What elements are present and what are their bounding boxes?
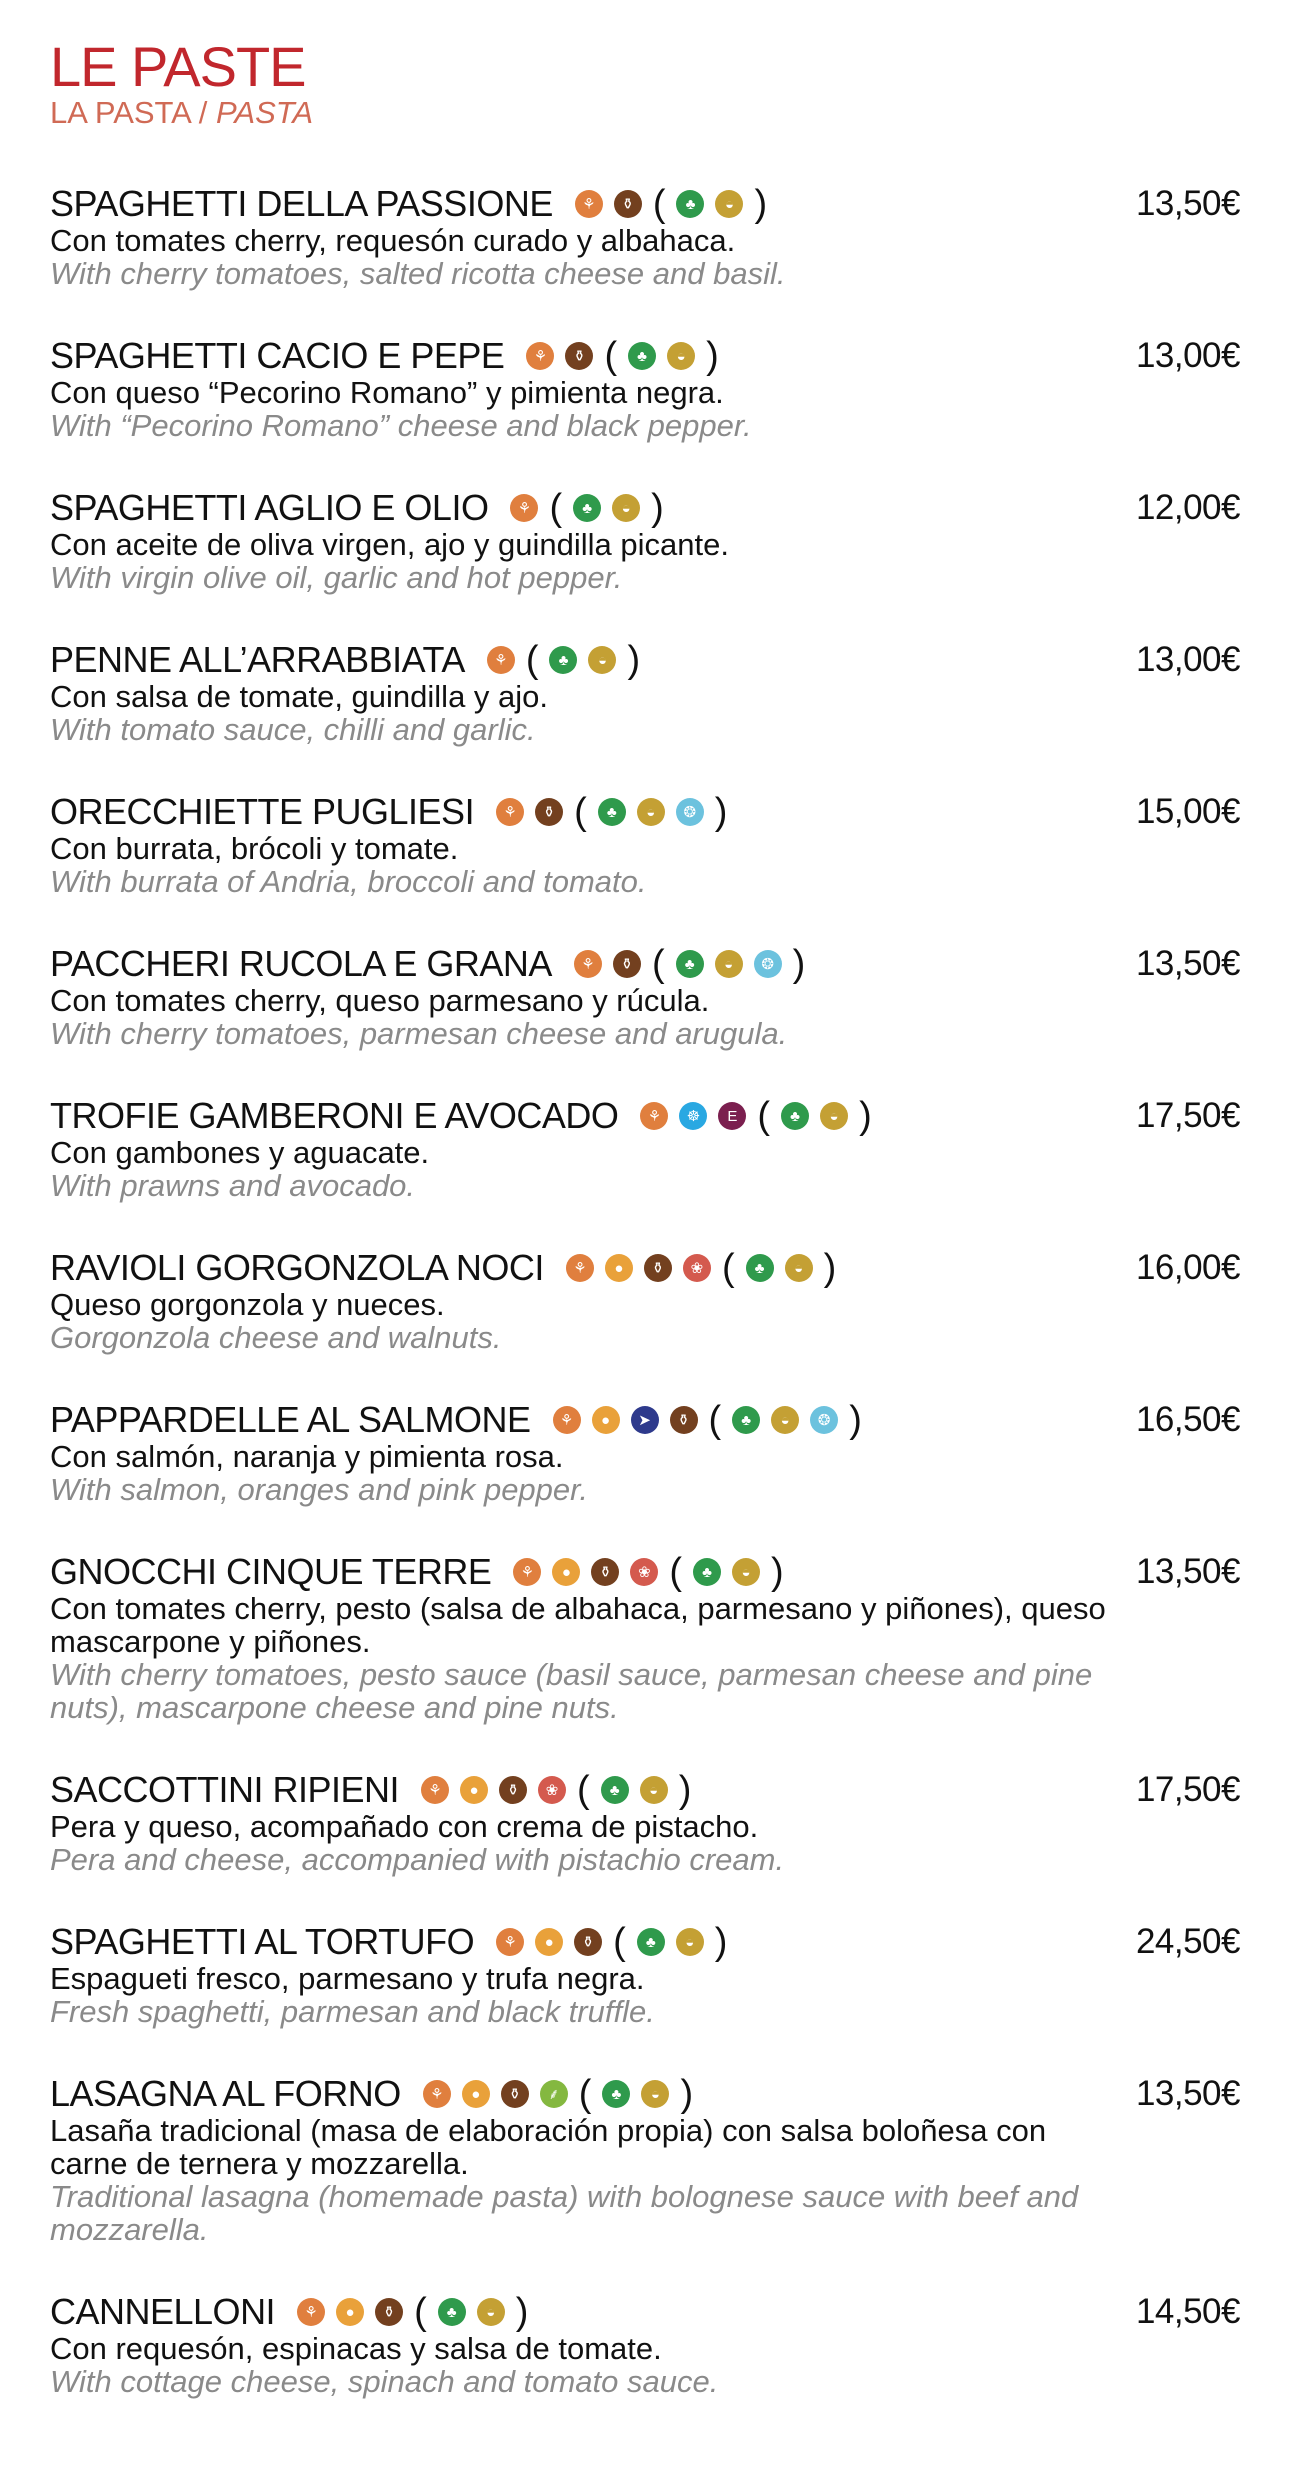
traces-open-paren: ( (652, 183, 666, 225)
allergen-icons (575, 184, 767, 224)
egg-allergen-icon: ● (336, 2298, 364, 2326)
traces-close-paren: ) (678, 1769, 692, 1811)
traces-open-paren: ( (549, 487, 563, 529)
menu-item-description-es: Lasaña tradicional (masa de elaboración propia) con salsa boloñesa con carne de ternera y mozzarella. (50, 2113, 1047, 2181)
gluten-allergen-icon: ⚘ (487, 646, 515, 674)
allergen-icons (553, 1400, 862, 1440)
menu-item-description-en: With prawns and avocado. (50, 1168, 416, 1203)
milk-allergen-icon: ⚱ (613, 950, 641, 978)
menu-item-description-es: Con queso “Pecorino Romano” y pimienta negra. (50, 375, 724, 410)
menu-item-header (50, 488, 1250, 528)
soy-allergen-icon: ♣ (676, 190, 704, 218)
menu-item-name: SACCOTTINI RIPIENI (50, 1769, 400, 1810)
menu-item-description-es: Queso gorgonzola y nueces. (50, 1287, 445, 1322)
celery-allergen-icon: ⸙ (540, 2080, 568, 2108)
traces-close-paren: ) (823, 1247, 837, 1289)
menu-item (50, 792, 1250, 898)
soy-allergen-icon: ♣ (573, 494, 601, 522)
gluten-allergen-icon: ⚘ (496, 798, 524, 826)
gluten-allergen-icon: ⚘ (510, 494, 538, 522)
menu-item-description-en: Gorgonzola cheese and walnuts. (50, 1320, 502, 1355)
traces-open-paren: ( (669, 1551, 683, 1593)
menu-item-description-es: Con salmón, naranja y pimienta rosa. (50, 1439, 564, 1474)
milk-allergen-icon: ⚱ (375, 2298, 403, 2326)
menu-item-header (50, 944, 1250, 984)
soy-allergen-icon: ♣ (637, 1928, 665, 1956)
allergen-icons (496, 792, 727, 832)
traces-open-paren: ( (574, 791, 587, 833)
traces-close-paren: ) (627, 639, 641, 681)
mustard-allergen-icon: ◒ (676, 1928, 704, 1956)
nuts-allergen-icon: ❀ (630, 1558, 658, 1586)
menu-item-description-es: Espagueti fresco, parmesano y trufa negra. (50, 1961, 645, 1996)
traces-open-paren: ( (757, 1095, 771, 1137)
menu-item-price: 24,50€ (1135, 1922, 1240, 1961)
gluten-allergen-icon: ⚘ (423, 2080, 451, 2108)
allergen-icons (487, 640, 640, 680)
menu-item-description-en: With “Pecorino Romano” cheese and black pepper. (50, 408, 752, 443)
menu-item-header (50, 792, 1250, 832)
egg-allergen-icon: ● (552, 1558, 580, 1586)
soy-allergen-icon: ♣ (781, 1102, 809, 1130)
mustard-allergen-icon: ◒ (477, 2298, 505, 2326)
menu-item-name: SPAGHETTI AL TORTUFO (50, 1921, 475, 1962)
sulphites-allergen-icon: E (718, 1102, 746, 1130)
menu-item-description-es: Con requesón, espinacas y salsa de tomate. (50, 2331, 662, 2366)
menu-item-price: 13,00€ (1135, 640, 1240, 679)
menu-item-name: SPAGHETTI CACIO E PEPE (50, 335, 505, 376)
menu-item-name: PACCHERI RUCOLA E GRANA (50, 943, 552, 984)
molluscs-allergen-icon: ❂ (676, 798, 704, 826)
menu-item-description-en: With cottage cheese, spinach and tomato sauce. (50, 2364, 719, 2399)
gluten-allergen-icon: ⚘ (640, 1102, 668, 1130)
soy-allergen-icon: ♣ (732, 1406, 760, 1434)
mustard-allergen-icon: ◒ (588, 646, 616, 674)
traces-close-paren: ) (771, 1551, 784, 1593)
allergen-icons (423, 2074, 693, 2114)
menu-item-description-es: Con tomates cherry, requesón curado y albahaca. (50, 223, 736, 258)
traces-open-paren: ( (525, 639, 539, 681)
mustard-allergen-icon: ◒ (715, 190, 743, 218)
milk-allergen-icon: ⚱ (499, 1776, 527, 1804)
milk-allergen-icon: ⚱ (565, 342, 593, 370)
gluten-allergen-icon: ⚘ (421, 1776, 449, 1804)
menu-item-description-en: With cherry tomatoes, pesto sauce (basil sauce, parmesan cheese and pine nuts), mascarpone cheese and pine nuts. (50, 1657, 1093, 1725)
traces-open-paren: ( (577, 1769, 590, 1811)
mustard-allergen-icon: ◒ (641, 2080, 669, 2108)
traces-open-paren: ( (721, 1247, 735, 1289)
crustacean-allergen-icon: ☸ (679, 1102, 707, 1130)
mustard-allergen-icon: ◒ (732, 1558, 760, 1586)
menu-item-header (50, 640, 1250, 680)
milk-allergen-icon: ⚱ (591, 1558, 619, 1586)
mustard-allergen-icon: ◒ (640, 1776, 668, 1804)
menu-item-description-es: Con salsa de tomate, guindilla y ajo. (50, 679, 549, 714)
menu-item-description-en: With salmon, oranges and pink pepper. (50, 1472, 588, 1507)
menu-item (50, 2074, 1250, 2246)
gluten-allergen-icon: ⚘ (297, 2298, 325, 2326)
egg-allergen-icon: ● (460, 1776, 488, 1804)
menu-item (50, 1552, 1250, 1724)
traces-close-paren: ) (792, 943, 806, 985)
menu-item-price: 17,50€ (1135, 1096, 1240, 1135)
menu-item-description-es: Con tomates cherry, queso parmesano y rúcula. (50, 983, 710, 1018)
subtitle-es: LA PASTA / (50, 95, 208, 130)
soy-allergen-icon: ♣ (601, 1776, 629, 1804)
menu-item-description-en: Fresh spaghetti, parmesan and black truffle. (50, 1994, 655, 2029)
traces-close-paren: ) (714, 1921, 728, 1963)
menu-item-header (50, 1096, 1250, 1136)
mustard-allergen-icon: ◒ (715, 950, 743, 978)
menu-item-description-es: Con tomates cherry, pesto (salsa de albahaca, parmesano y piñones), queso mascarpone y piñones. (50, 1591, 1106, 1659)
mustard-allergen-icon: ◒ (612, 494, 640, 522)
menu-item (50, 1400, 1250, 1506)
menu-item (50, 336, 1250, 442)
menu-item-price: 17,50€ (1135, 1770, 1240, 1809)
traces-close-paren: ) (651, 487, 664, 529)
menu-item-description-en: Pera and cheese, accompanied with pistachio cream. (50, 1842, 785, 1877)
menu-item-header (50, 184, 1250, 224)
egg-allergen-icon: ● (535, 1928, 563, 1956)
traces-close-paren: ) (680, 2073, 694, 2115)
menu-item (50, 640, 1250, 746)
menu-item-price: 16,00€ (1135, 1248, 1240, 1287)
allergen-icons (574, 944, 805, 984)
egg-allergen-icon: ● (605, 1254, 633, 1282)
egg-allergen-icon: ● (592, 1406, 620, 1434)
menu-item-price: 13,50€ (1135, 1552, 1240, 1591)
allergen-icons (566, 1248, 836, 1288)
soy-allergen-icon: ♣ (549, 646, 577, 674)
menu-item (50, 944, 1250, 1050)
menu-item-header (50, 1770, 1250, 1810)
gluten-allergen-icon: ⚘ (566, 1254, 594, 1282)
menu-item-description-en: With cherry tomatoes, salted ricotta cheese and basil. (50, 256, 786, 291)
traces-open-paren: ( (613, 1921, 626, 1963)
allergen-icons (421, 1770, 691, 1810)
menu-item-description-en: With cherry tomatoes, parmesan cheese and arugula. (50, 1016, 788, 1051)
menu-item (50, 488, 1250, 594)
menu-item-price: 14,50€ (1135, 2292, 1240, 2331)
traces-open-paren: ( (651, 943, 665, 985)
allergen-icons (640, 1096, 871, 1136)
menu-item (50, 184, 1250, 290)
mustard-allergen-icon: ◒ (637, 798, 665, 826)
menu-item-description-en: With burrata of Andria, broccoli and tomato. (50, 864, 647, 899)
milk-allergen-icon: ⚱ (574, 1928, 602, 1956)
menu-item-description-es: Con gambones y aguacate. (50, 1135, 430, 1170)
milk-allergen-icon: ⚱ (535, 798, 563, 826)
molluscs-allergen-icon: ❂ (754, 950, 782, 978)
menu-item-name: CANNELLONI (50, 2291, 276, 2332)
menu-item-name: PAPPARDELLE AL SALMONE (50, 1399, 531, 1440)
milk-allergen-icon: ⚱ (501, 2080, 529, 2108)
nuts-allergen-icon: ❀ (683, 1254, 711, 1282)
menu-item-price: 13,50€ (1135, 2074, 1240, 2113)
menu-item-name: SPAGHETTI AGLIO E OLIO (50, 487, 489, 528)
menu-item-list (50, 184, 1250, 2444)
mustard-allergen-icon: ◒ (820, 1102, 848, 1130)
allergen-icons (297, 2292, 528, 2332)
menu-item-name: RAVIOLI GORGONZOLA NOCI (50, 1247, 544, 1288)
menu-section-header (50, 35, 314, 130)
subtitle-en: PASTA (216, 95, 314, 130)
molluscs-allergen-icon: ❂ (810, 1406, 838, 1434)
menu-item-price: 15,00€ (1135, 792, 1240, 831)
menu-item-header (50, 336, 1250, 376)
soy-allergen-icon: ♣ (598, 798, 626, 826)
gluten-allergen-icon: ⚘ (526, 342, 554, 370)
menu-item-description-es: Pera y queso, acompañado con crema de pistacho. (50, 1809, 759, 1844)
soy-allergen-icon: ♣ (693, 1558, 721, 1586)
mustard-allergen-icon: ◒ (667, 342, 695, 370)
section-title: LE PASTE (50, 35, 306, 98)
soy-allergen-icon: ♣ (628, 342, 656, 370)
menu-item-description-en: With tomato sauce, chilli and garlic. (50, 712, 536, 747)
allergen-icons (513, 1552, 783, 1592)
traces-open-paren: ( (604, 335, 618, 377)
menu-item-name: GNOCCHI CINQUE TERRE (50, 1551, 492, 1592)
menu-item (50, 1248, 1250, 1354)
traces-close-paren: ) (754, 183, 768, 225)
section-subtitle (50, 96, 313, 130)
menu-item-description-es: Con burrata, brócoli y tomate. (50, 831, 459, 866)
allergen-icons (526, 336, 718, 376)
traces-close-paren: ) (859, 1095, 872, 1137)
allergen-icons (510, 488, 663, 528)
menu-item (50, 1922, 1250, 2028)
menu-item-header (50, 1248, 1250, 1288)
menu-item-price: 13,50€ (1135, 944, 1240, 983)
milk-allergen-icon: ⚱ (644, 1254, 672, 1282)
menu-item-name: ORECCHIETTE PUGLIESI (50, 791, 475, 832)
menu-item-name: TROFIE GAMBERONI E AVOCADO (50, 1095, 619, 1136)
soy-allergen-icon: ♣ (438, 2298, 466, 2326)
menu-item-header (50, 2292, 1250, 2332)
traces-open-paren: ( (414, 2291, 427, 2333)
menu-item-price: 16,50€ (1135, 1400, 1240, 1439)
menu-item-description-es: Con aceite de oliva virgen, ajo y guindilla picante. (50, 527, 729, 562)
traces-open-paren: ( (578, 2073, 592, 2115)
menu-item-name: SPAGHETTI DELLA PASSIONE (50, 183, 553, 224)
mustard-allergen-icon: ◒ (771, 1406, 799, 1434)
menu-item-description-en: Traditional lasagna (homemade pasta) with bolognese sauce with beef and mozzarella. (50, 2179, 1079, 2247)
gluten-allergen-icon: ⚘ (575, 190, 603, 218)
menu-item-price: 13,50€ (1135, 184, 1240, 223)
milk-allergen-icon: ⚱ (670, 1406, 698, 1434)
traces-close-paren: ) (706, 335, 719, 377)
gluten-allergen-icon: ⚘ (513, 1558, 541, 1586)
menu-item-header (50, 2074, 1250, 2114)
egg-allergen-icon: ● (462, 2080, 490, 2108)
soy-allergen-icon: ♣ (676, 950, 704, 978)
traces-close-paren: ) (714, 791, 728, 833)
menu-item (50, 2292, 1250, 2398)
traces-open-paren: ( (708, 1399, 722, 1441)
menu-item-price: 12,00€ (1135, 488, 1240, 527)
menu-item-header (50, 1400, 1250, 1440)
gluten-allergen-icon: ⚘ (496, 1928, 524, 1956)
traces-close-paren: ) (515, 2291, 529, 2333)
menu-item-header (50, 1922, 1250, 1962)
nuts-allergen-icon: ❀ (538, 1776, 566, 1804)
soy-allergen-icon: ♣ (602, 2080, 630, 2108)
allergen-icons (496, 1922, 727, 1962)
menu-item-name: PENNE ALL’ARRABBIATA (50, 639, 465, 680)
menu-item-name: LASAGNA AL FORNO (50, 2073, 401, 2114)
gluten-allergen-icon: ⚘ (553, 1406, 581, 1434)
mustard-allergen-icon: ◒ (785, 1254, 813, 1282)
menu-item-description-en: With virgin olive oil, garlic and hot pepper. (50, 560, 623, 595)
menu-item (50, 1770, 1250, 1876)
menu-item-price: 13,00€ (1135, 336, 1240, 375)
traces-close-paren: ) (849, 1399, 862, 1441)
soy-allergen-icon: ♣ (746, 1254, 774, 1282)
milk-allergen-icon: ⚱ (614, 190, 642, 218)
fish-allergen-icon: ➤ (631, 1406, 659, 1434)
menu-item-header (50, 1552, 1250, 1592)
gluten-allergen-icon: ⚘ (574, 950, 602, 978)
menu-item (50, 1096, 1250, 1202)
